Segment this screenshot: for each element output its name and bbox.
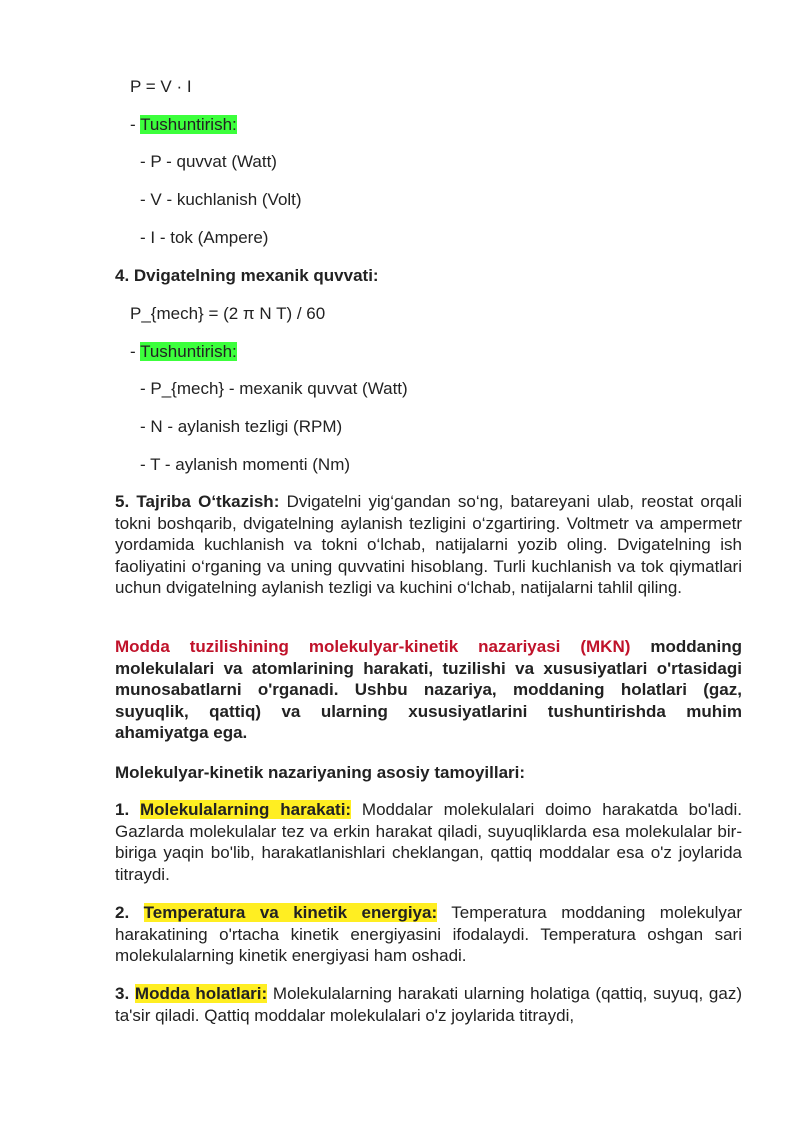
explain-label: Tushuntirish: <box>140 115 237 134</box>
principle-text: Temperatura moddaning molekulyar harakatining o'rtacha kinetik energiyasini ifodalaydi. Temperatura oshgan sari molekulalarning kinetik energiyasi ham oshadi. <box>115 903 742 965</box>
experiment-label: 5. Tajriba O‘tkazish: <box>115 492 280 511</box>
principle-label: Temperatura va kinetik energiya: <box>143 903 438 922</box>
principle-number: 1. <box>115 800 140 819</box>
principle-number: 3. <box>115 984 135 1003</box>
mech-formula: P_{mech} = (2 π N T) / 60 <box>130 304 326 323</box>
power-formula: P = V · I <box>130 77 192 96</box>
list-item: - T - aylanish momenti (Nm) <box>140 455 351 474</box>
list-item: - N - aylanish tezligi (RPM) <box>140 417 343 436</box>
list-item: - P_{mech} - mexanik quvvat (Watt) <box>140 379 408 398</box>
principle-text: Moddalar molekulalari doimo harakatda bo'ladi. Gazlarda molekulalar tez va erkin harakat qiladi, suyuqliklarda esa molekulalar bir-biriga yaqin bo'lib, harakatlanishlari cheklangan, qattiq moddalar esa o'z joylarida titraydi. <box>115 800 742 884</box>
explain-line <box>130 341 237 363</box>
explain-prefix: - <box>130 342 141 361</box>
principles-heading: Molekulyar-kinetik nazariyaning asosiy tamoyillari: <box>115 763 526 782</box>
list-item: - I - tok (Ampere) <box>140 228 269 247</box>
principle-item <box>115 902 742 967</box>
principle-item <box>115 983 742 1026</box>
experiment-text: Dvigatelni yig‘gandan so‘ng, batareyani ulab, reostat orqali tokni boshqarib, dvigatelning aylanish tezligini o‘zgartiring. Voltmetr va ampermetr yordamida kuchlanish va tokni o‘lchab, natijalarni yozib oling. Dvigatelning ish faoliyatini o‘rganing va uning quvvatini hisoblang. Turli kuchlanish va tok qiymatlari uchun dvigatelning aylanish tezligi va kuchini o‘lchab, natijalarni tahlil qiling. <box>115 492 742 597</box>
principle-item <box>115 799 742 885</box>
mkn-title: Modda tuzilishining molekulyar-kinetik nazariyasi (MKN) <box>115 637 631 656</box>
explain-line <box>130 114 237 136</box>
list-item: - V - kuchlanish (Volt) <box>140 190 302 209</box>
principle-label: Modda holatlari: <box>134 984 268 1003</box>
explain-prefix: - <box>130 115 141 134</box>
experiment-paragraph <box>115 491 742 599</box>
explain-label: Tushuntirish: <box>140 342 237 361</box>
principle-number: 2. <box>115 903 144 922</box>
list-item: - P - quvvat (Watt) <box>140 152 277 171</box>
principle-text: Molekulalarning harakati ularning holatiga (qattiq, suyuq, gaz) ta'sir qiladi. Qattiq moddalar molekulalari o'z joylarida titraydi, <box>115 984 742 1025</box>
mkn-intro-paragraph <box>115 636 742 744</box>
principle-label: Molekulalarning harakati: <box>140 800 352 819</box>
mkn-intro-text: moddaning molekulalari va atomlarining harakati, tuzilishi va xususiyatlari o'rtasidagi munosabatlarni o'rganadi. Ushbu nazariya, moddaning holatlari (gaz, suyuqlik, qattiq) va ularning xususiyatlarini tushuntirishda muhim ahamiyatga ega. <box>115 637 742 742</box>
section-heading: 4. Dvigatelning mexanik quvvati: <box>115 266 379 285</box>
